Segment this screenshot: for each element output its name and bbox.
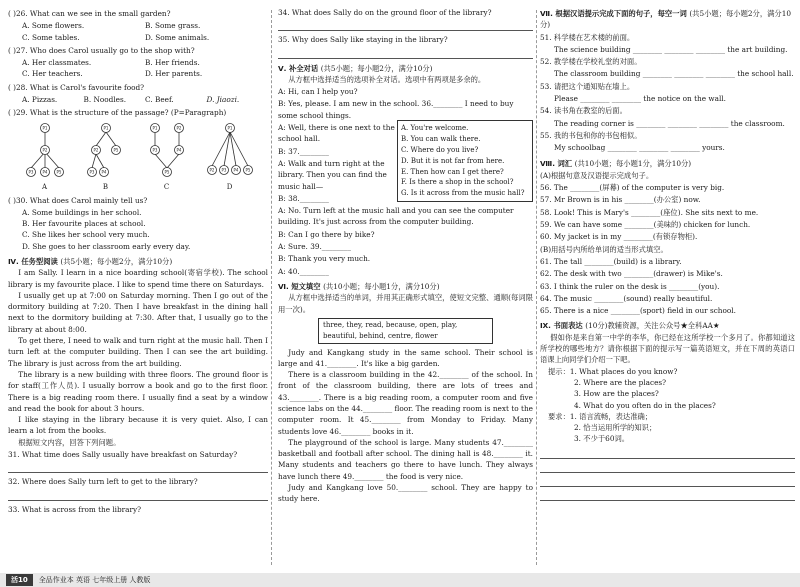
option: A. Some flowers.: [22, 21, 85, 31]
hint-item: 2. Where are the places?: [574, 377, 667, 387]
sentence-chinese: 55. 我的书包和你的书包相似。: [540, 130, 642, 140]
vocab-item: 58. Look! This is Mary's ________(座位). She sits next to me.: [540, 207, 759, 217]
sentence-item: [540, 130, 795, 154]
tree-d-svg: [206, 122, 254, 182]
option: D. Jiaozi.: [206, 95, 240, 105]
option: C. She likes her school very much.: [22, 230, 150, 240]
node-p4: P4: [176, 147, 181, 153]
question-26-options: [8, 20, 268, 43]
hint-item: 3. How are the places?: [574, 389, 659, 399]
node-p2: P2: [176, 125, 181, 131]
dialog-line: A: No. Turn left at the music hall and you can see the computer building. It's just across from the computer building.: [278, 206, 514, 227]
dialog-line: A: Walk and turn right at the library. Then you can find the music hall—: [278, 158, 387, 191]
passage-paragraph: I like staying in the library because it is very quiet. Also, I can learn a lot from the books.: [8, 415, 268, 436]
hint-item: 提示：1. What places do you know?: [548, 366, 678, 376]
cloze-paragraph: Judy and Kangkang love 50.________ school. They are happy to study here.: [278, 483, 533, 504]
section-7-note: (共5小题；每小题2分，满分10分): [540, 9, 792, 30]
page-footer: [0, 573, 800, 587]
section-9-note: (10分)教辅资源，关注公众号★全科AA★: [585, 321, 720, 331]
box-option: B. You can walk there.: [401, 135, 481, 144]
node-p5: P5: [113, 147, 118, 153]
question-27: ( )27. Who does Carol usually go to the shop with?: [8, 45, 195, 55]
tree-label-d: D: [226, 182, 233, 191]
question-34: 34. What does Sally do on the ground floor of the library?: [278, 8, 492, 17]
section-7-heading: [540, 8, 795, 31]
sentence-chinese: 51. 科学楼在艺术楼的前面。: [540, 32, 635, 42]
section-6-instruction: 从方框中选择适当的单词，并用其正确形式填空，使短文完整、通顺(每词限用一次)。: [278, 293, 533, 314]
question-28: ( )28. What is Carol's favourite food?: [8, 82, 145, 92]
section-8a-instruction: (A)根据句意及汉语提示完成句子。: [540, 170, 654, 180]
section-4-note: (共5小题；每小题2分，满分10分): [60, 257, 173, 266]
vocab-item: 59. We can have some ________(美味的) chicken for lunch.: [540, 220, 751, 230]
cloze-passage: [278, 347, 533, 505]
question-30-options: [8, 207, 268, 252]
sentence-english: The science building ________ ________ ________ the art building.: [554, 44, 788, 54]
node-p2: P2: [93, 147, 98, 153]
vocab-item: 62. The desk with two ________(drawer) is Mike's.: [540, 269, 723, 279]
tree-label-b: B: [102, 182, 109, 191]
question-28-options: [8, 94, 268, 105]
tree-c-svg: [145, 122, 189, 182]
cloze-paragraph: Judy and Kangkang study in the same school. Their school is large and 41.________. It's like a big garden.: [278, 347, 533, 368]
sentence-chinese: 53. 请把这个通知贴在墙上。: [540, 81, 635, 91]
vocab-item: 60. My jacket is in my ________(有锁存物柜).: [540, 232, 698, 242]
section-4-heading: [8, 256, 268, 267]
dialog-line: B: Thank you very much.: [278, 254, 371, 264]
box-option: A. You're welcome.: [401, 124, 469, 133]
writing-hints: [540, 366, 795, 445]
box-option: C. Where do you live?: [401, 145, 479, 154]
sentence-item: [540, 81, 795, 105]
option: B. Her favourite places at school.: [22, 219, 146, 229]
option: B. Her friends.: [145, 58, 200, 68]
question-29: ( )29. What is the structure of the passage? (P=Paragraph): [8, 108, 227, 118]
passage-paragraph: I usually get up at 7:00 on Saturday morning. Then I go out of the dormitory building at 7:20. Then I have breakfast in the dining hall next to the dormitory building at 7:30. After that, I usually go to the library at about 8:00.: [8, 290, 268, 334]
box-option: E. Then how can I get there?: [401, 167, 504, 176]
page-number: 活10: [6, 574, 33, 587]
cloze-paragraph: The playground of the school is large. Many students 47.________ basketball and football after school. The dining hall is 48.________ it. Many students and teachers go there to have lunch. They always have lunch there 49.________ the food is very nice.: [278, 437, 533, 481]
dialog-line: A: Hi, can I help you?: [278, 87, 358, 97]
box-option: D. But it is not far from here.: [401, 156, 505, 165]
node-p4: P4: [42, 169, 47, 175]
section-6-heading: [278, 281, 533, 292]
option: D. Some animals.: [145, 32, 210, 42]
option: C. Some tables.: [22, 32, 80, 42]
left-column: [8, 6, 268, 516]
dialog-line: B: 37.________: [278, 146, 329, 156]
tree-label-c: C: [163, 182, 170, 191]
node-p5: P5: [245, 167, 250, 173]
question-35: 35. Why does Sally like staying in the library?: [278, 35, 448, 45]
dialog-line: B: Can I go there by bike?: [278, 229, 375, 239]
section-5-note: (共5小题；每小题2分，满分10分): [320, 63, 433, 73]
section-8b-instruction: (B)用括号内所给单词的适当形式填空。: [540, 244, 668, 254]
section-5-heading: [278, 63, 533, 74]
section-5-instruction: 从方框中选择适当的选项补全对话。选项中有两项是多余的。: [288, 74, 486, 84]
answer-line-32[interactable]: [8, 489, 268, 501]
word-bank: three, they, read, because, open, play, beautiful, behind, centre, flower: [318, 318, 493, 344]
writing-area[interactable]: [540, 445, 795, 501]
option: C. Her teachers.: [22, 69, 83, 79]
middle-column: [278, 6, 533, 505]
hint-item: 4. What do you often do in the places?: [574, 400, 716, 410]
dialog-line: B: Yes, please. I am new in the school. 36.________ I need to buy some school things.: [278, 99, 514, 120]
vocab-item: 63. I think the ruler on the desk is ________(you).: [540, 281, 720, 291]
answer-line-35[interactable]: [278, 47, 533, 59]
passage-paragraph: I am Sally. I learn in a nice boarding school(寄宿学校). The school library is my favourite place. I like to spend time there on Saturdays.: [8, 268, 268, 289]
question-26: ( )26. What can we see in the small garden?: [8, 9, 171, 18]
option: B. Some grass.: [145, 21, 201, 31]
vocab-item: 65. There is a nice ________(sport) field in our school.: [540, 306, 736, 316]
writing-line[interactable]: [540, 473, 795, 487]
reading-passage: [8, 267, 268, 448]
option: D. She goes to her classroom early every day.: [22, 241, 191, 251]
question-31: 31. What time does Sally usually have breakfast on Saturday?: [8, 450, 238, 460]
structure-tree-c: [145, 122, 189, 193]
option: B. Noodles.: [83, 95, 127, 105]
node-p4: P4: [233, 167, 238, 173]
structure-diagrams: [8, 120, 268, 193]
section-6-title: Ⅵ. 短文填空: [278, 281, 321, 291]
vocab-item: 64. The music ________(sound) really beautiful.: [540, 293, 713, 303]
tree-label-a: A: [41, 182, 48, 191]
writing-line[interactable]: [540, 445, 795, 459]
node-p2: P2: [209, 167, 214, 173]
section-9-heading: [540, 320, 795, 331]
options-box: [397, 120, 533, 202]
option: C. Beef.: [145, 95, 174, 105]
section-7-title: Ⅶ. 根据汉语提示完成下面的句子，每空一词: [540, 9, 687, 18]
node-p3: P3: [152, 147, 157, 153]
question-33: 33. What is across from the library?: [8, 504, 142, 514]
column-divider: [271, 10, 272, 565]
option: A. Her classmates.: [22, 58, 92, 68]
sentence-item: [540, 32, 795, 56]
question-27-options: [8, 57, 268, 80]
tree-a-svg: [23, 122, 67, 182]
sentence-item: [540, 105, 795, 129]
node-p5: P5: [56, 169, 61, 175]
structure-tree-b: [84, 122, 128, 193]
column-divider: [536, 10, 537, 565]
right-column: [540, 6, 795, 501]
sentence-chinese: 54. 读书角在教室的后面。: [540, 106, 627, 116]
box-option: F. Is there a shop in the school?: [401, 178, 514, 187]
tree-b-svg: [84, 122, 128, 182]
requirement-item: 3. 不少于60词。: [574, 434, 630, 444]
requirement-item: 要求：1. 语言流畅，表达准确；: [548, 411, 653, 421]
section-4-title: Ⅳ. 任务型阅读: [8, 257, 58, 266]
section-9-body: 假如你是来自第一中学的李华，你已经在这所学校一个多月了。你都知道这所学校的哪些地方？请你根据下面的提示写一篇英语短文，并在下周的英语口语课上向同学们介绍一下吧。: [540, 332, 795, 365]
structure-tree-a: [23, 122, 67, 193]
vocab-item: 61. The tall ________(build) is a library.: [540, 256, 682, 266]
node-p5: P5: [164, 169, 169, 175]
sentence-chinese: 52. 教学楼在学校礼堂的对面。: [540, 57, 642, 67]
section-9-title: Ⅸ. 书面表达: [540, 321, 583, 331]
requirement-item: 2. 恰当运用所学的知识；: [574, 423, 657, 433]
node-p2: P2: [42, 147, 47, 153]
dialog-line: A: Well, there is one next to the school hall.: [278, 123, 395, 144]
dialog-block: [278, 86, 533, 277]
sentence-english: The reading corner is ________ ________ ________ the classroom.: [554, 118, 785, 128]
sentence-english: My schoolbag ________ ________ ________ yours.: [554, 143, 725, 153]
vocab-item: 57. Mr Brown is in his ________(办公室) now.: [540, 195, 701, 205]
option: A. Some buildings in her school.: [22, 207, 142, 217]
writing-line[interactable]: [540, 459, 795, 473]
node-p1: P1: [227, 125, 232, 131]
cloze-paragraph: There is a classroom building in the 42.________ of the school. In front of the classroom building, there are lots of trees and 43.________. There is a big reading room, a computer room and five science labs on the 44.________ floor. The reading room is next to the computer room. It 45.________ from Monday to Friday. Many students love 46.________ books in it.: [278, 370, 533, 436]
footer-text: 全品作业本 英语 七年级上册 人教版: [38, 575, 151, 584]
question-32: 32. Where does Sally turn left to get to the library?: [8, 477, 198, 487]
section-5-title: Ⅴ. 补全对话: [278, 63, 319, 73]
vocab-item: 56. The ________(屏幕) of the computer is very big.: [540, 183, 725, 193]
option: D. Her parents.: [145, 69, 203, 79]
passage-paragraph: To get there, I need to walk and turn right at the music hall. Then I turn left at the computer building. Then I can see the art building. The library is just across from the art building.: [8, 336, 268, 368]
section-6-note: (共10小题；每小题1分，满分10分): [323, 281, 440, 291]
structure-tree-d: [206, 122, 254, 193]
section-8-heading: [540, 158, 795, 169]
node-p3: P3: [28, 169, 33, 175]
sentence-english: Please ________ ________ the notice on the wall.: [554, 94, 726, 104]
writing-line[interactable]: [540, 487, 795, 501]
dialog-line: B: 38.________: [278, 193, 329, 203]
section-8-title: Ⅷ. 词汇: [540, 158, 573, 168]
passage-instruction: 根据短文内容，回答下列问题。: [18, 437, 121, 447]
sentence-item: [540, 56, 795, 80]
question-30: ( )30. What does Carol mainly tell us?: [8, 195, 148, 205]
node-p4: P4: [101, 169, 106, 175]
node-p1: P1: [103, 125, 108, 131]
dialog-line: A: 40.________: [278, 266, 329, 276]
answer-line-34[interactable]: [278, 19, 533, 31]
answer-line-31[interactable]: [8, 461, 268, 473]
node-p3: P3: [221, 167, 226, 173]
node-p3: P3: [89, 169, 94, 175]
option: A. Pizzas.: [22, 95, 58, 105]
dialog-line: A: Sure. 39.________: [278, 242, 351, 252]
sentence-english: The classroom building ________ ________ ________ the school hall.: [554, 69, 794, 79]
node-p1: P1: [42, 125, 47, 131]
box-option: G. Is it across from the music hall?: [401, 189, 525, 198]
passage-paragraph: The library is a new building with three floors. The ground floor is for staff(工作人员). I usually borrow a book and go to the first floor. There is a big reading room there. I usually find a seat by a window and read the book for about 3 hours.: [8, 369, 268, 413]
node-p1: P1: [152, 125, 157, 131]
section-8-note: (共10小题；每小题1分，满分10分): [574, 158, 692, 168]
